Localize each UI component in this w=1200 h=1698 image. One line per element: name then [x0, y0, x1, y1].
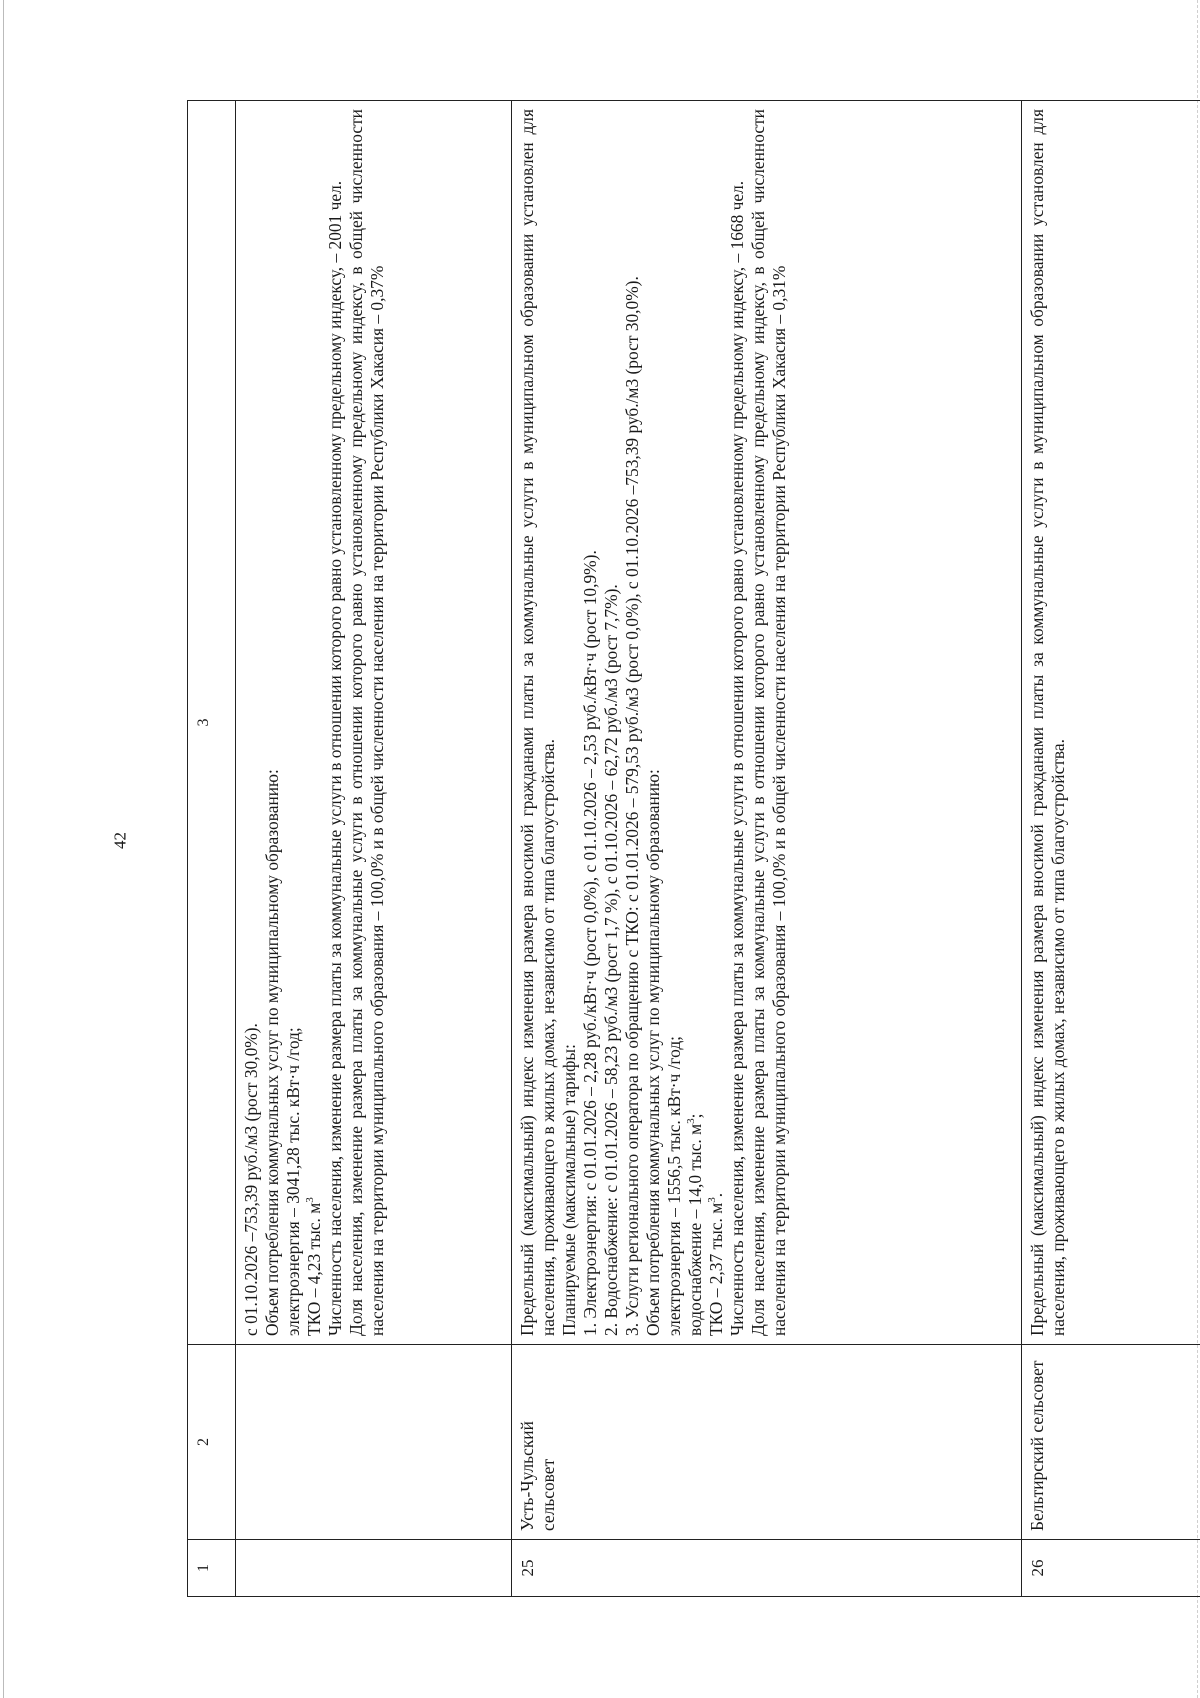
row-municipality [236, 1345, 512, 1540]
text-line [706, 109, 727, 1336]
table-row [236, 101, 512, 1597]
text-line: Объем потребления коммунальных услуг по муниципальному образованию: [262, 769, 282, 1336]
superscript-3: 3 [304, 1197, 317, 1203]
superscript-3: 3 [685, 1118, 698, 1124]
row-number [236, 1540, 512, 1597]
text-line: Численность населения, изменение размера платы за коммунальные услуги в отношении которого равно установленному предельному индексу, – 1668 чел. [727, 180, 747, 1336]
row-number: 25 [512, 1540, 1022, 1597]
table-header-row [188, 101, 236, 1597]
text-line: 3. Услуги регионального оператора по обращению с ТКО: с 01.01.2026 – 579,53 руб./м3 (рост 0,0%), с 01.10.2026 –753,39 руб./м3 (рост 30,0%). [622, 276, 642, 1336]
scan-edge-left [3, 0, 4, 1698]
row-description [1022, 101, 1200, 1345]
table-row [512, 101, 1022, 1597]
text-line: Предельный (максимальный) индекс изменения размера вносимой гражданами платы за коммунальные услуги в муниципальном образовании установлен для населения, проживающего в жилых домах, независимо от типа благоустройства. [517, 109, 558, 1336]
semicolon: ; [685, 1113, 705, 1119]
row-municipality: Усть-Чульский сельсовет [512, 1345, 1022, 1540]
row-municipality: Бельтирский сельсовет [1022, 1345, 1200, 1540]
text-line: Доля населения, изменение размера платы за коммунальные услуги в отношении которого равно установленному предельному индексу, в общей численности населения на территории муниципального образования – 100,0% и в общей численности населения на территории Республики Хакасия – 0,31% [748, 109, 789, 1336]
text-line: Объем потребления коммунальных услуг по муниципальному образованию: [643, 769, 663, 1336]
text-line: Доля населения, изменение размера платы за коммунальные услуги в отношении которого равно установленному предельному индексу, в общей численности населения на территории муниципального образования – 100,0% и в общей численности населения на территории Республики Хакасия – 0,37% [346, 109, 387, 1336]
tko-volume: ТКО – 2,37 тыс. м [706, 1202, 726, 1336]
page-number: 42 [110, 832, 130, 849]
row-number: 26 [1022, 1540, 1200, 1597]
text-line [304, 109, 325, 1336]
text-line: с 01.10.2026 –753,39 руб./м3 (рост 30,0%). [241, 1023, 261, 1336]
header-col-1: 1 [188, 1540, 236, 1597]
text-line: Планируемые (максимальные) тарифы: [559, 1044, 579, 1336]
text-line [685, 109, 706, 1336]
text-line: 2. Водоснабжение: с 01.01.2026 – 58,23 руб./м3 (рост 1,7 %), с 01.10.2026 – 62,72 руб./м3 (рост 7,7%). [601, 584, 621, 1336]
header-col-2: 2 [188, 1345, 236, 1540]
superscript-3: 3 [706, 1197, 719, 1203]
rotated-table-wrapper [187, 100, 1200, 1597]
row-description [512, 101, 1022, 1345]
text-line: электроэнергия – 1556,5 тыс. кВт·ч /год; [664, 1035, 684, 1336]
water-volume: водоснабжение – 14,0 тыс. м [685, 1123, 705, 1336]
tko-volume: ТКО – 4,23 тыс. м [304, 1202, 324, 1336]
text-line: Предельный (максимальный) индекс изменения размера вносимой гражданами платы за коммунальные услуги в муниципальном образовании установлен для населения, проживающего в жилых домах, независимо от типа благоустройства. [1027, 109, 1068, 1336]
table-row [1022, 101, 1200, 1597]
text-line: Численность населения, изменение размера платы за коммунальные услуги в отношении которого равно установленному предельному индексу, – 2001 чел. [325, 180, 345, 1336]
text-line: электроэнергия – 3041,28 тыс. кВт·ч /год; [283, 1027, 303, 1336]
period: . [706, 1192, 726, 1198]
header-col-3: 3 [188, 101, 236, 1345]
text-line: 1. Электроэнергия: с 01.01.2026 – 2,28 руб./кВт·ч (рост 0,0%), с 01.10.2026 – 2,53 руб./кВт·ч (рост 10,9%). [580, 550, 600, 1336]
row-description [236, 101, 512, 1345]
tariff-table [187, 100, 1200, 1597]
